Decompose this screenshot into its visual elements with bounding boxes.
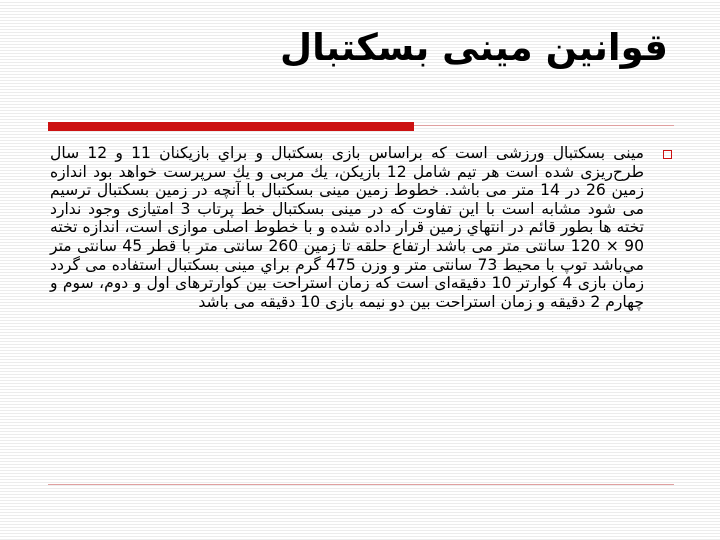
bullet-item [50,144,672,311]
footer-divider [48,484,674,485]
bullet-text: مينی بسکتبال ورزشی است که براساس بازی بسکتبال و براي بازيکنان 11 و 12 سال طرح‌ريزی شده است هر تيم شامل 12 بازيکن، يك مربی و يك سرپرست خواهد بود اندازه زمين 26 در 14 متر می باشد. خطوط زمين مينی بسکتبال با آنچه در زمين بسکتبال ترسيم می شود مشابه است با اين تفاوت که در مينی بسکتبال خط پرتاب 3 امتيازی وجود ندارد تخته ها بطور قائم در انتهاي زمين قرار داده شده و با خطوط اصلی موازی است، اندازه تخته 90 × 120 سانتی متر می باشد ارتفاع حلقه تا زمين 260 سانتی متر با قطر 45 سانتی متر مي‌باشد توپ با محيط 73 سانتی متر و وزن 475 گرم براي مينی بسکتبال استفاده می گردد زمان بازی 4 کوارتر 10 دقيقه‌ای است که زمان استراحت بين کوارترهای اول و دوم، سوم و چهارم 2 دقيقه و زمان استراحت بين دو نيمه بازی 10 دقيقه می باشد [50,144,645,311]
title-divider-accent-bar [48,122,414,131]
slide-title: قوانين مينی بسکتبال [280,26,668,69]
slide-body [50,144,672,311]
square-bullet-icon [663,150,672,159]
